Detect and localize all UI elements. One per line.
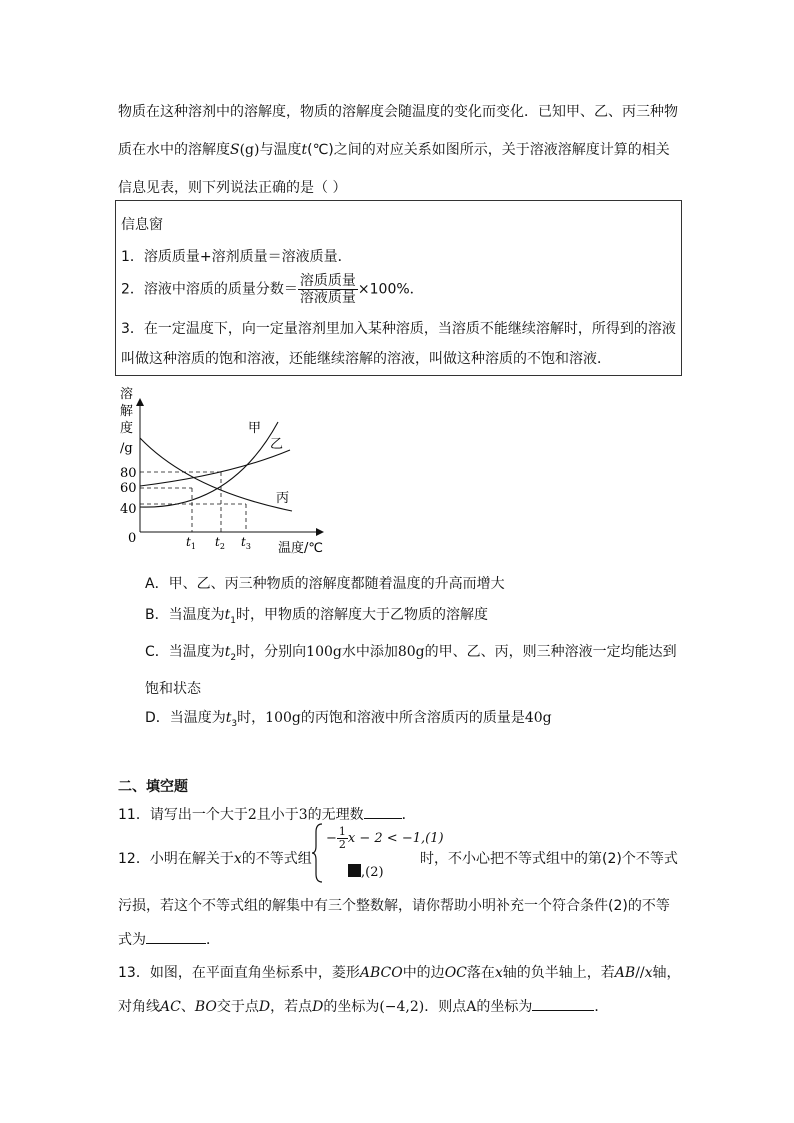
q13-text: 中的边: [402, 965, 445, 981]
fraction-denominator: 2: [338, 838, 346, 851]
info-item-3-line-1: 3．在一定温度下，向一定量溶剂里加入某种溶质，当溶质不能继续溶解时，所得到的溶液: [121, 321, 676, 337]
intro-text: (℃)之间的对应关系如图所示，关于溶液溶解度计算的相关: [307, 142, 670, 158]
q13-text: 轴的负半轴上，若: [502, 965, 615, 981]
intro-line-3: 信息见表，则下列说法正确的是（ ）: [118, 180, 347, 196]
fraction: [298, 273, 358, 306]
info-item-2-suffix: ×100%．: [357, 281, 424, 298]
x-tick-t3: $t_3$: [241, 535, 251, 551]
question-12-line-2: 污损，若这个不等式组的解集中有三个整数解，请你帮助小明补充一个符合条件(2)的不等: [118, 898, 670, 914]
option-text: 时，: [237, 710, 266, 726]
segment: AB: [614, 965, 636, 981]
quantity: 100g: [265, 710, 301, 726]
info-item-3-line-2: 叫做这种溶质的饱和溶液，还能继续溶解的溶液，叫做这种溶质的不饱和溶液．: [121, 351, 611, 367]
q13-text: 13．如图，在平面直角坐标系中，菱形: [118, 965, 360, 981]
var-t: t: [225, 710, 232, 726]
parallel-sign: //: [635, 965, 645, 981]
info-box-title: 信息窗: [121, 217, 163, 233]
option-text: 水中添加: [341, 644, 398, 660]
quantity: 80g: [397, 644, 425, 660]
question-12-line-1: [118, 848, 312, 868]
q12-end: ．: [206, 932, 220, 948]
q11-end: ．: [401, 807, 416, 823]
option-text: B．当温度为: [145, 607, 225, 623]
q12-text: 12．小明在解关于: [118, 851, 234, 867]
question-12-line-1-cont: 时，不小心把不等式组中的第(2)个不等式: [420, 851, 678, 867]
var-t: t: [224, 644, 231, 660]
origin-label: 0: [128, 531, 137, 546]
segment: BO: [194, 999, 217, 1015]
q13-end: ．: [594, 999, 609, 1015]
answer-blank[interactable]: [532, 998, 594, 1011]
q13-text: 、: [180, 999, 195, 1015]
segment: AC: [160, 999, 181, 1015]
var-x: x: [644, 965, 653, 981]
fraction: [337, 826, 348, 851]
y-tick-80: 80: [120, 466, 137, 481]
q13-text: 轴，: [652, 965, 681, 981]
x-axis-label: 温度/℃: [278, 541, 323, 556]
info-item-2: [121, 273, 424, 306]
q13-text: ．则点: [424, 999, 467, 1015]
curve-yi: [140, 450, 290, 486]
y-axis-label-2: 解: [120, 404, 134, 419]
q11-text: 且小于: [256, 807, 299, 823]
inequality-1-body: x − 2 < −1,(1): [347, 831, 444, 846]
q13-text: ，若点: [270, 999, 313, 1015]
point: A: [466, 999, 477, 1015]
fraction-denominator: 溶液质量: [299, 290, 356, 306]
y-axis-label-4: /g: [120, 441, 133, 456]
question-12-line-3: [118, 929, 220, 949]
subscript: 3: [231, 718, 238, 729]
x-tick-t2: $t_2$: [215, 535, 225, 551]
guide-lines: [140, 472, 246, 532]
y-axis-label-3: 度: [120, 421, 134, 436]
option-text: 的丙饱和溶液中所含溶质丙的质量是: [300, 710, 525, 726]
answer-blank[interactable]: [146, 931, 206, 944]
var-S: S: [230, 142, 240, 158]
info-box: [115, 200, 682, 376]
var-t: t: [224, 607, 231, 623]
q13-text: 的坐标为: [323, 999, 380, 1015]
segment: OC: [444, 965, 467, 981]
x-tick-t1: $t_1$: [186, 535, 196, 551]
option-b: [145, 604, 488, 626]
q11-text: 11．请写出一个大于: [118, 807, 248, 823]
point: D: [258, 999, 271, 1015]
coordinate: (−4,2): [379, 999, 425, 1015]
info-item-1: 1．溶质质量+溶剂质量＝溶液质量．: [121, 249, 352, 265]
intro-text: (g)与温度: [239, 142, 302, 158]
option-text: 时，甲物质的溶解度大于乙物质的溶解度: [235, 607, 488, 623]
q13-text: 落在: [466, 965, 495, 981]
minus-sign: −: [326, 831, 337, 846]
option-c-line-2: 饱和状态: [145, 681, 201, 697]
info-item-2-prefix: 2．溶液中溶质的质量分数＝: [121, 281, 298, 298]
q12-text: 的不等式组: [241, 851, 312, 867]
option-c: [145, 641, 677, 663]
q12-text: 式为: [118, 932, 146, 948]
q11-text: 的无理数: [307, 807, 364, 823]
option-d: [145, 707, 552, 729]
q13-text: 交于点: [216, 999, 259, 1015]
option-text: 时，分别向: [236, 644, 307, 660]
left-brace: [312, 822, 324, 884]
answer-blank[interactable]: [364, 806, 402, 819]
option-text: D．当温度为: [145, 710, 226, 726]
number: 3: [298, 807, 308, 823]
question-13-line-1: [118, 962, 681, 982]
intro-line-2: [118, 139, 670, 159]
option-text: C．当温度为: [145, 644, 225, 660]
solubility-figure: [110, 380, 350, 560]
fraction-numerator: 溶质质量: [299, 273, 356, 289]
subscript: 2: [230, 652, 237, 663]
q13-text: 对角线: [118, 999, 160, 1015]
curve-label-yi: 乙: [270, 437, 284, 452]
inequality-2-label: ,(2): [361, 865, 384, 880]
intro-line-1: 物质在这种溶剂中的溶解度，物质的溶解度会随温度的变化而变化．已知甲、乙、丙三种物: [118, 104, 678, 120]
inequality-2: [348, 864, 384, 880]
inequality-system: [312, 822, 444, 884]
var-x: x: [494, 965, 503, 981]
question-11: [118, 804, 416, 824]
y-tick-40: 40: [120, 502, 137, 517]
var-t: t: [301, 142, 308, 158]
point: D: [312, 999, 324, 1015]
subscript: 1: [230, 615, 236, 626]
var-x: x: [233, 851, 242, 867]
option-text: 的甲、乙、丙，则三种溶液一定均能达到: [424, 644, 677, 660]
curve-label-jia: 甲: [248, 421, 262, 436]
section-heading: 二、填空题: [118, 779, 188, 795]
intro-text: 质在水中的溶解度: [118, 142, 230, 158]
q13-text: 的坐标为: [476, 999, 533, 1015]
shape-name: ABCO: [359, 965, 403, 981]
y-tick-60: 60: [120, 481, 137, 496]
quantity: 40g: [524, 710, 552, 726]
question-13-line-2: [118, 996, 608, 1016]
curve-label-bing: 丙: [276, 491, 290, 506]
fraction-numerator: 1: [338, 825, 346, 838]
y-axis-label-1: 溶: [120, 387, 134, 402]
quantity: 100g: [306, 644, 342, 660]
option-a: A．甲、乙、丙三种物质的溶解度都随着温度的升高而增大: [145, 576, 505, 592]
ink-blot: [348, 864, 361, 877]
number: 2: [247, 807, 257, 823]
